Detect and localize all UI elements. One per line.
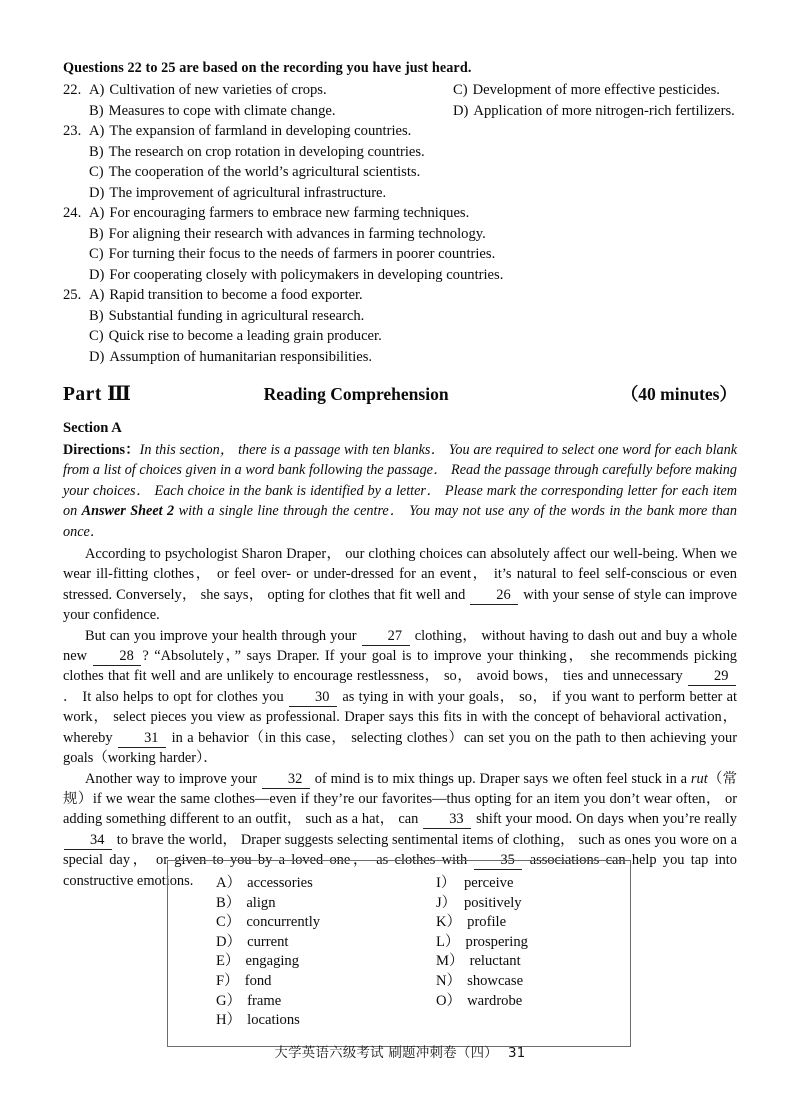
option-row[interactable] [89,265,737,286]
directions-text-part1: In this section， there is a passage with ten blanks． You are required to select one word for each blank from a list of choices given in a word bank following the passage． Read the passage through carefully before making your choices． Each choice in the bank is identified by a letter． Please mark the corresponding letter for each item on [63,442,738,520]
blank-27[interactable]: 27 [362,628,410,646]
option-row[interactable] [89,244,737,265]
option-label: B) [89,225,104,242]
word-bank-item[interactable] [216,894,436,914]
question-25 [63,285,737,367]
page-content [63,58,738,1029]
option-text: For encouraging farmers to embrace new farming techniques. [109,205,470,221]
word-bank-key: B） [216,894,241,911]
word-bank-key: L） [436,933,460,950]
option-text: The improvement of agricultural infrastructure. [109,184,387,201]
word-bank-key: K） [436,914,462,931]
option-row[interactable] [453,101,800,122]
word-bank-item[interactable] [436,933,528,953]
question-22 [63,80,737,121]
word-bank-column-left [216,874,436,1031]
part-heading [63,381,737,406]
word-bank-item[interactable] [436,913,528,933]
word-bank-item[interactable] [216,913,436,933]
option-label: D) [453,102,469,119]
option-label: A) [89,82,105,98]
blank-26[interactable]: 26 [470,587,518,605]
blank-34[interactable]: 34 [64,832,112,850]
word-bank-item[interactable] [436,992,528,1012]
word-bank-word: reluctant [469,953,521,970]
part-duration: （40 minutes） [620,384,737,404]
option-label: A) [89,123,105,139]
word-bank-key: O） [436,992,462,1009]
word-bank-key: J） [436,894,457,911]
option-text: For turning their focus to the needs of farmers in poorer countries. [108,246,496,262]
word-bank-item[interactable] [216,1011,436,1031]
option-label: C) [89,164,104,180]
word-bank-item[interactable] [216,874,436,894]
word-bank-word: accessories [247,875,313,891]
passage-paragraph-1 [63,544,737,626]
glossed-word-rut: rut [690,770,708,787]
option-row[interactable] [89,347,737,368]
option-text: Substantial funding in agricultural research. [108,307,365,324]
word-bank-word: prospering [465,933,528,950]
option-row[interactable] [89,326,737,347]
option-row[interactable] [89,285,737,306]
page-footer [0,1042,800,1061]
paragraph-2-text-b: clothing， without having to dash out and buy a whole new [63,627,737,665]
section-title: Section A [63,420,122,436]
word-bank-word: engaging [245,953,300,970]
option-row[interactable] [89,80,453,101]
passage-paragraph-2 [63,626,737,769]
word-bank-word: frame [247,992,282,1009]
option-text: Development of more effective pesticides. [472,82,720,98]
word-bank-key: D） [216,933,242,950]
word-bank-word: locations [247,1012,300,1029]
option-label: A) [89,287,105,303]
paragraph-2-text-d: ． It also helps to opt for clothes you [63,688,288,705]
blank-28[interactable]: 28 [93,648,141,666]
footer-page-number: 31 [507,1046,526,1061]
blank-35[interactable]: 35 [474,852,522,870]
word-bank-word: wardrobe [467,992,523,1009]
option-label: C) [89,328,104,344]
option-text: The cooperation of the world’s agricultural scientists. [108,164,421,180]
word-bank-key: N） [436,972,462,989]
option-label: D) [89,184,105,201]
question-23-number: 23. [63,123,82,139]
word-bank-word: profile [467,914,507,931]
question-23 [63,121,737,203]
word-bank-item[interactable] [216,972,436,992]
blank-30[interactable]: 30 [289,689,337,707]
word-bank-item[interactable] [216,952,436,972]
option-row[interactable] [89,142,737,163]
option-text: For aligning their research with advances in farming technology. [108,225,486,242]
word-bank-item[interactable] [436,894,528,914]
option-row[interactable] [89,121,737,142]
word-bank-key: M） [436,953,464,970]
option-label: C) [453,82,468,98]
option-label: B) [89,143,104,160]
directions-label: Directions： [63,442,140,458]
option-text: Measures to cope with climate change. [108,102,336,119]
word-bank-word: perceive [464,875,514,891]
option-row[interactable] [89,162,737,183]
word-bank-item[interactable] [216,933,436,953]
word-bank-key: I） [436,875,456,891]
word-bank-word: concurrently [246,914,321,931]
option-label: D) [89,266,105,283]
part-title: Reading Comprehension [263,384,449,404]
directions-text-part2: with a single line through the centre． You may not use any of the words in the bank more than once． [63,503,737,540]
word-bank-item[interactable] [216,992,436,1012]
paragraph-2-text-c: ? “Absolutely，” says Draper. If your goal is to improve your thinking， she recommends picking clothes that fit well and are unlikely to encourage restlessness， so， avoid bows， ties and unnecessary [63,648,738,685]
paragraph-3-text-e: to brave the world， Draper suggests selecting sentimental items of clothing， such as ones you wore on a special day， or given to you by a loved one， as clothes with [63,831,737,869]
option-label: A) [89,205,105,221]
option-row[interactable] [453,80,800,101]
question-24-number: 24. [63,205,82,221]
word-bank-word: current [247,933,289,950]
question-25-number: 25. [63,287,82,303]
option-text: Quick rise to become a leading grain producer. [108,328,382,344]
cloze-passage [63,544,737,891]
paragraph-3-text-d: shift your mood. On days when you’re really [472,811,737,828]
option-text: Assumption of humanitarian responsibilities. [109,348,373,365]
word-bank-key: C） [216,914,241,931]
option-text: Application of more nitrogen-rich fertilizers. [473,102,735,119]
word-bank-column-right [436,874,528,1031]
question-22-number: 22. [63,82,82,98]
option-label: B) [89,102,104,119]
directions-paragraph [63,440,737,542]
word-bank-key: G） [216,992,242,1009]
word-bank-key: H） [216,1012,242,1029]
word-bank-item[interactable] [436,874,528,894]
paragraph-3-text-b: of mind is to mix things up. Draper says we often feel stuck in a [310,770,691,787]
part-label: Part Ⅲ [63,384,132,405]
paragraph-2-text-a: But can you improve your health through your [85,627,361,644]
word-bank-item[interactable] [436,972,528,992]
blank-29[interactable]: 29 [688,668,736,686]
blank-31[interactable]: 31 [118,730,166,748]
answer-sheet-reference: Answer Sheet 2 [81,503,175,520]
blank-32[interactable]: 32 [262,771,310,789]
word-bank-item[interactable] [436,952,528,972]
listening-questions-heading: Questions 22 to 25 are based on the recording you have just heard. [63,60,472,76]
option-row[interactable] [89,224,737,245]
paragraph-3-text-f: associations can help you tap into constructive emotions. [63,852,737,889]
option-text: For cooperating closely with policymakers in developing countries. [109,266,504,283]
word-bank-key: F） [216,972,239,989]
word-bank-key: E） [216,953,240,970]
word-bank-word: align [246,894,276,911]
option-row[interactable] [89,101,453,122]
paragraph-3-text-c: （常规）if we wear the same clothes—even if they’re our favorites—thus opting for an item you don’t wear often， or adding something different to an outfit， such as a hat， can [63,770,737,828]
option-text: The expansion of farmland in developing countries. [109,123,412,139]
footer-exam-title: 大学英语六级考试 刷题冲刺卷（四） [274,1046,498,1061]
word-bank-key: A） [216,875,242,891]
option-row[interactable] [89,306,737,327]
paragraph-1-text-b: with your sense of style can improve your confidence. [63,586,738,624]
word-bank-word: positively [464,894,522,911]
question-24 [63,203,737,285]
option-row[interactable] [89,203,737,224]
word-bank-box [167,860,631,1047]
option-text: Rapid transition to become a food exporter. [109,287,363,303]
word-bank-word: showcase [467,972,524,989]
paragraph-2-text-e: as tying in with your goals， so， if you want to perform better at work， select pieces you view as professional. Draper says this fits in with the concept of behavioral activation， whereby [63,688,737,746]
option-label: B) [89,307,104,324]
option-text: The research on crop rotation in developing countries. [108,143,425,160]
paragraph-2-text-f: in a behavior（in this case， selecting clothes）can set you on the path to then achieving your goals（working harder）． [63,729,737,767]
option-label: D) [89,348,105,365]
option-text: Cultivation of new varieties of crops. [109,82,327,98]
option-row[interactable] [89,183,737,204]
word-bank-word: fond [244,972,272,989]
option-label: C) [89,246,104,262]
paragraph-1-text-a: According to psychologist Sharon Draper， our clothing choices can absolutely affect our well-being. When we wear ill-fitting clothes， or feel over- or under-dressed for an event， it’s natural to feel self-conscious or even stressed. Conversely， she says， opting for clothes that fit well and [63,546,737,603]
paragraph-3-text-a: Another way to improve your [85,770,261,787]
blank-33[interactable]: 33 [423,811,471,829]
